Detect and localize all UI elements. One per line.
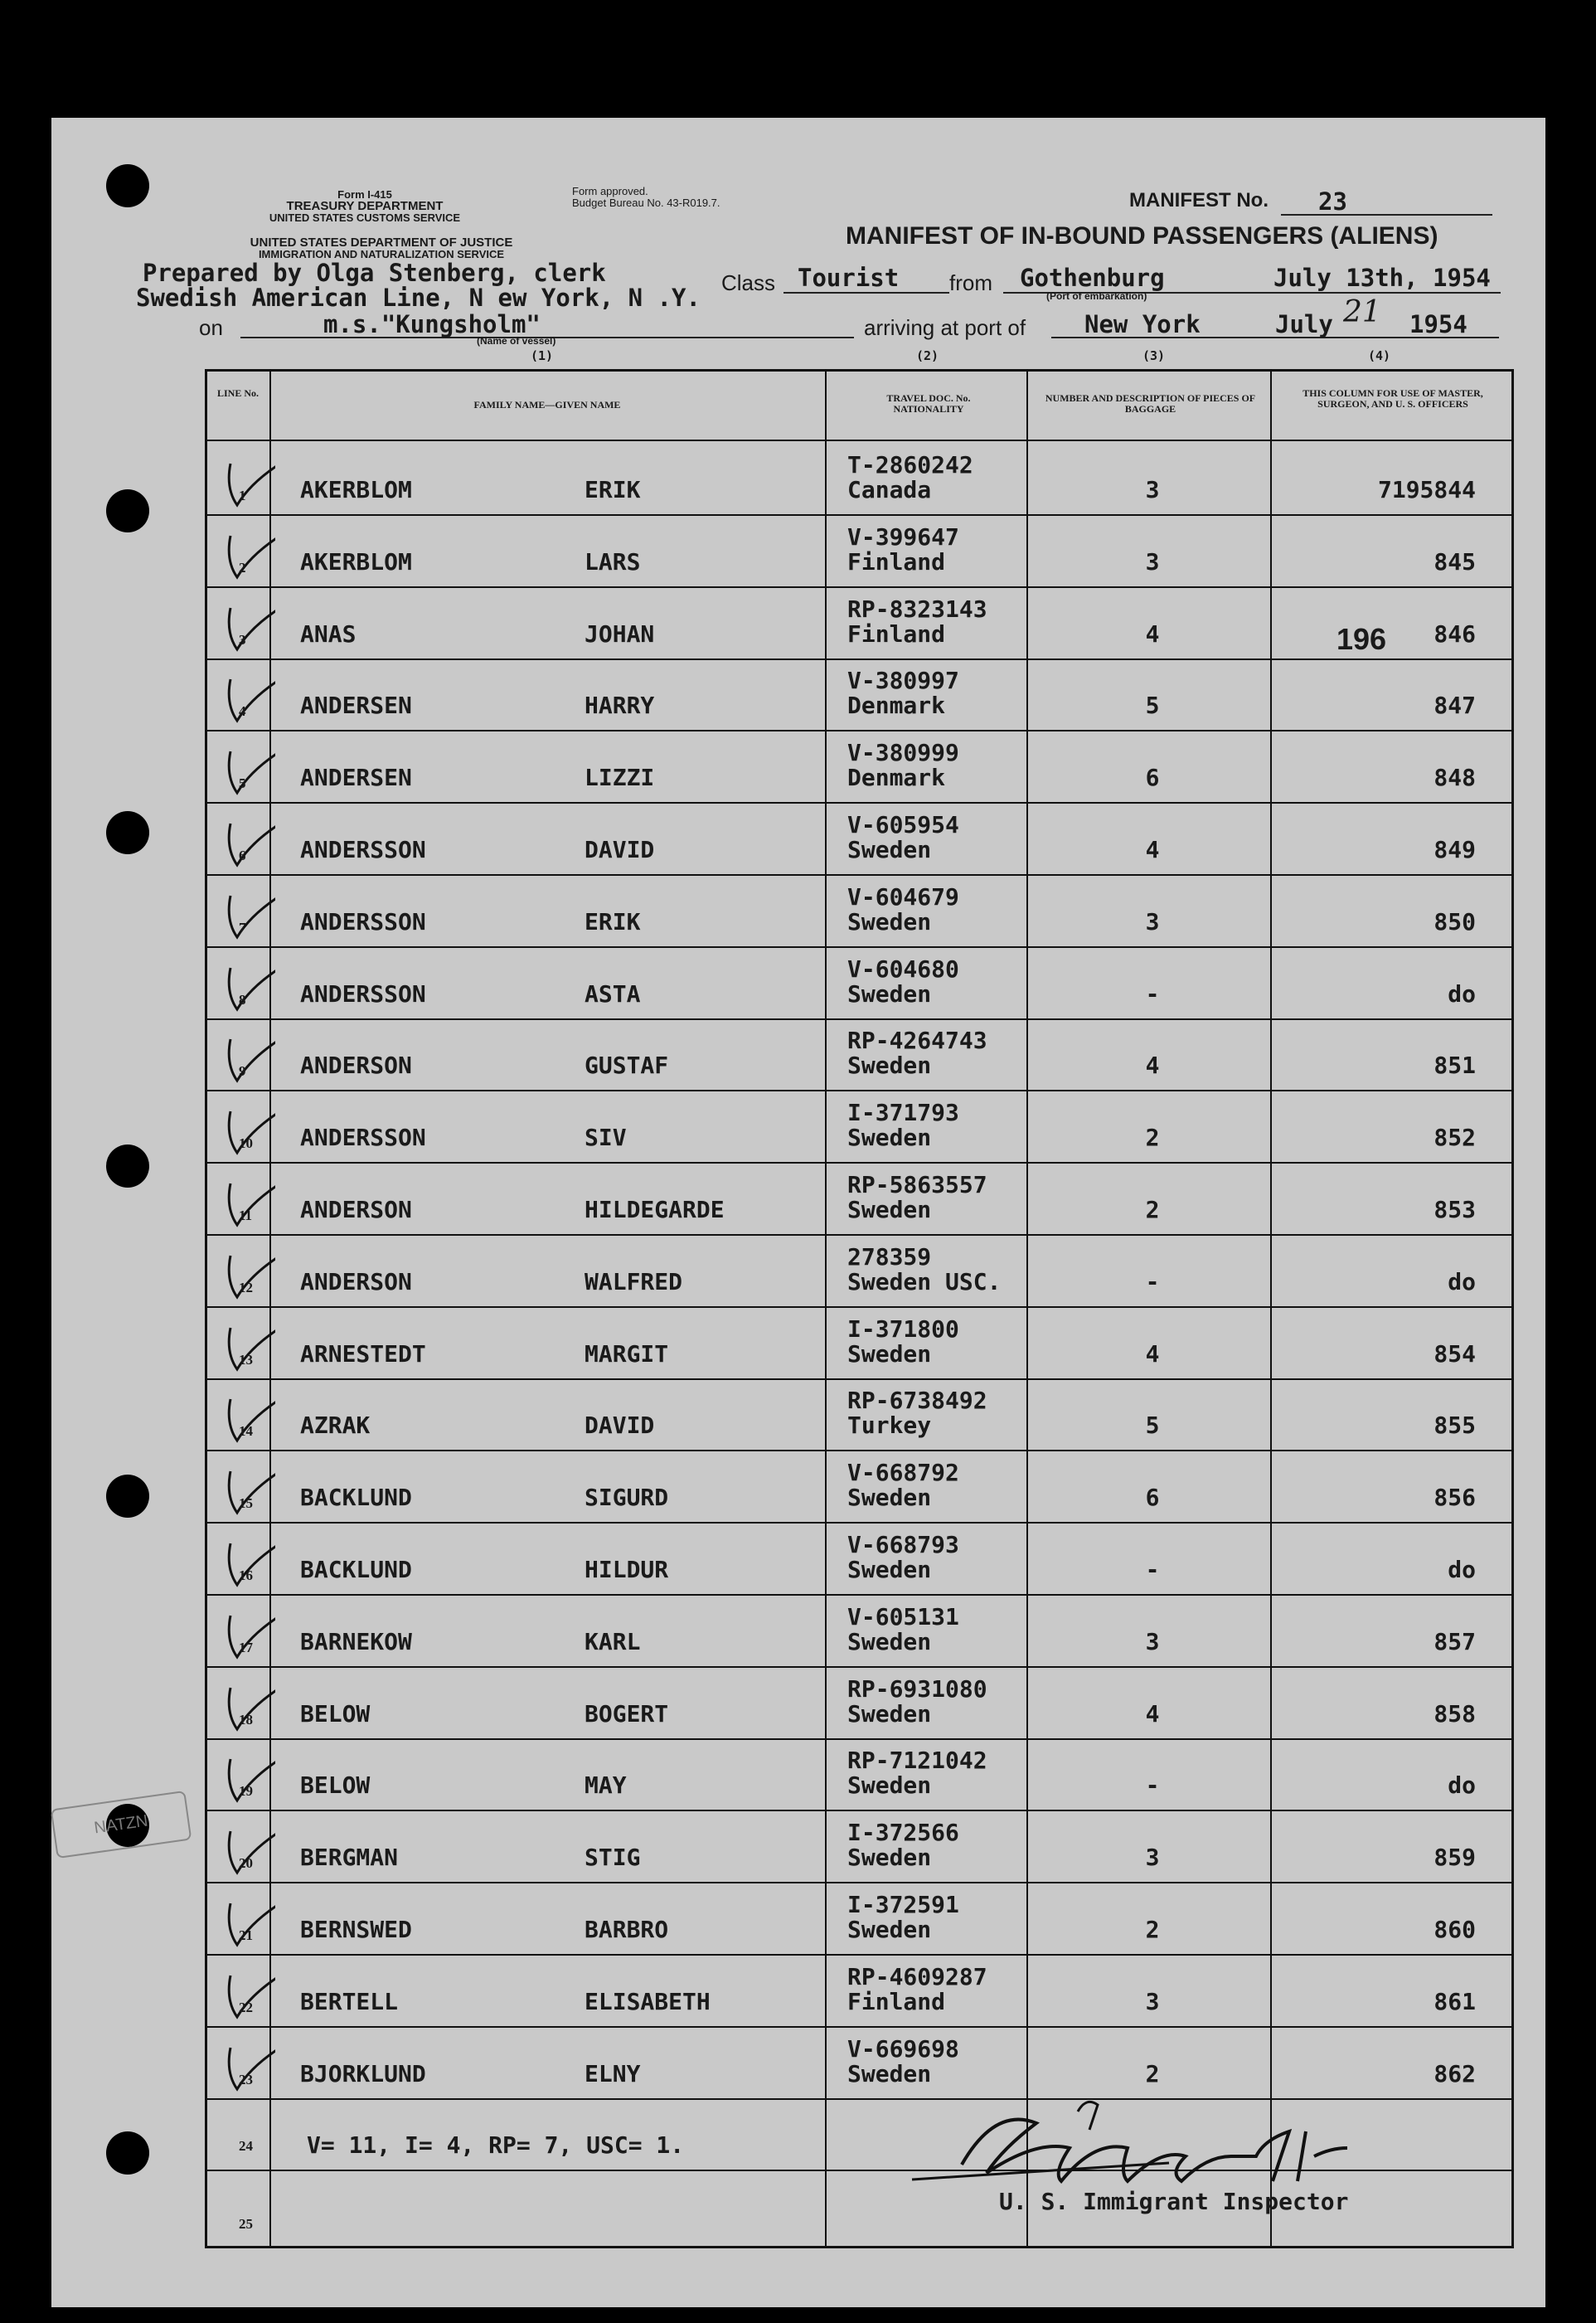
check-mark-icon (217, 807, 275, 873)
col-number-2: (2) (916, 348, 939, 363)
table-row (207, 875, 1511, 946)
family-name: BACKLUND (300, 1484, 412, 1512)
officer-entry: 847 (1433, 692, 1476, 720)
table-row (207, 1018, 1511, 1090)
officer-entry: do (1448, 1267, 1476, 1295)
nationality: Canada (847, 476, 932, 503)
travel-doc-number: I-372566 (847, 1819, 959, 1847)
inspector-label: U. S. Immigrant Inspector (999, 2188, 1349, 2215)
manifest-number: 23 (1318, 187, 1347, 216)
travel-doc-number: I-371793 (847, 1099, 959, 1127)
line-number: 10 (239, 1135, 253, 1152)
given-name: DAVID (585, 1412, 655, 1440)
baggage-count: 6 (1145, 764, 1160, 792)
baggage-count: 2 (1145, 2059, 1160, 2087)
departure-date: July 13th, 1954 (1273, 264, 1491, 292)
passenger-table (205, 369, 1514, 2248)
line-number: 18 (239, 1711, 253, 1728)
table-row (207, 1163, 1511, 1234)
family-name: AKERBLOM (300, 476, 412, 503)
family-name: ANDERSON (300, 1267, 412, 1295)
baggage-count: 2 (1145, 1124, 1160, 1152)
travel-doc-number: RP-4264743 (847, 1027, 987, 1055)
travel-doc-number: V-605954 (847, 811, 959, 838)
line-number: 7 (239, 919, 246, 936)
baggage-count: 3 (1145, 476, 1160, 503)
embarkation-port: Gothenburg (1020, 264, 1165, 292)
nationality: Sweden (847, 1627, 932, 1655)
naturalization-stamp: NATZN (51, 1791, 192, 1859)
table-row (207, 1307, 1511, 1378)
table-row (207, 1523, 1511, 1594)
arrival-port: New York (1084, 310, 1201, 338)
officer-entry: 7195844 (1377, 476, 1476, 503)
travel-doc-number: RP-4609287 (847, 1962, 987, 1990)
baggage-count: 3 (1145, 1844, 1160, 1872)
dept-of-justice: UNITED STATES DEPARTMENT OF JUSTICE IMMIGRATION AND NATURALIZATION SERVICE (250, 236, 513, 260)
table-row (207, 803, 1511, 874)
nationality: Sweden USC. (847, 1267, 1002, 1295)
family-name: ANDERSSON (300, 907, 426, 936)
officer-entry: 858 (1433, 1699, 1476, 1728)
col-header-travel-doc: TRAVEL DOC. No. NATIONALITY (886, 392, 971, 415)
line-number: 21 (239, 1927, 253, 1943)
line-number: 13 (239, 1351, 253, 1368)
line-number: 15 (239, 1495, 253, 1512)
travel-doc-number: RP-5863557 (847, 1171, 987, 1198)
table-row (207, 1595, 1511, 1666)
nationality: Sweden (847, 1124, 932, 1152)
table-row-summary (207, 2098, 1511, 2170)
given-name: HILDUR (585, 1556, 669, 1583)
line-number: 11 (239, 1208, 253, 1223)
family-name: BELOW (300, 1771, 371, 1800)
binder-hole (106, 811, 149, 854)
class-line (783, 292, 949, 294)
line-number: 3 (239, 631, 246, 648)
officer-entry: 851 (1433, 1052, 1476, 1080)
table-row (207, 1810, 1511, 1882)
travel-doc-number: 278359 (847, 1242, 932, 1271)
nationality: Sweden (847, 907, 932, 936)
family-name: ANDERSEN (300, 764, 412, 792)
nationality: Finland (847, 547, 946, 576)
given-name: BOGERT (585, 1699, 669, 1728)
check-mark-icon (217, 591, 275, 658)
baggage-count: 4 (1145, 1699, 1160, 1728)
travel-doc-number: I-371800 (847, 1315, 959, 1343)
nationality: Sweden (847, 836, 932, 863)
table-row (207, 1378, 1511, 1450)
baggage-count: 6 (1145, 1484, 1160, 1512)
family-name: ARNESTEDT (300, 1339, 426, 1368)
baggage-count: - (1145, 1771, 1160, 1800)
family-name: ANDERSON (300, 1196, 412, 1223)
nationality: Finland (847, 620, 946, 648)
travel-doc-number: V-380997 (847, 667, 959, 695)
travel-doc-number: V-668793 (847, 1531, 959, 1558)
baggage-count: - (1145, 1556, 1160, 1583)
table-row (207, 443, 1511, 514)
nationality: Sweden (847, 1844, 932, 1872)
given-name: HILDEGARDE (585, 1196, 725, 1223)
binder-hole (106, 1475, 149, 1518)
baggage-count: 3 (1145, 1987, 1160, 2015)
check-mark-icon (217, 951, 275, 1018)
check-mark-icon (217, 735, 275, 801)
travel-doc-number: V-604680 (847, 955, 959, 983)
nationality: Sweden (847, 1339, 932, 1368)
line-number: 23 (239, 2071, 253, 2087)
table-row (207, 2027, 1511, 2098)
officer-entry: 850 (1433, 907, 1476, 936)
nationality: Denmark (847, 764, 946, 792)
check-mark-icon (217, 1023, 275, 1089)
family-name: ANAS (300, 620, 357, 648)
family-name: ANDERSSON (300, 979, 426, 1008)
col-number-4: (4) (1368, 348, 1391, 363)
officer-entry: 852 (1433, 1124, 1476, 1152)
check-mark-icon (217, 663, 275, 729)
table-row (207, 731, 1511, 802)
family-name: AZRAK (300, 1412, 371, 1440)
baggage-count: 3 (1145, 1627, 1160, 1655)
given-name: GUSTAF (585, 1052, 669, 1080)
given-name: ERIK (585, 476, 641, 503)
family-name: BERNSWED (300, 1916, 412, 1943)
arrival-day: 21 (1343, 295, 1381, 329)
row-3-note: 196 (1336, 622, 1387, 656)
vessel-caption: (Name of vessel) (477, 335, 556, 347)
officer-entry: 849 (1433, 836, 1476, 863)
class-value: Tourist (798, 264, 900, 292)
baggage-count: - (1145, 1267, 1160, 1295)
line-number: 14 (239, 1423, 253, 1440)
family-name: ANDERSON (300, 1052, 412, 1080)
baggage-count: 5 (1145, 692, 1160, 720)
given-name: MAY (585, 1771, 627, 1800)
officer-entry: 862 (1433, 2059, 1476, 2087)
officer-entry: do (1448, 1771, 1476, 1800)
officer-entry: do (1448, 1556, 1476, 1583)
col-header-line-no: LINE No. (216, 387, 259, 399)
nationality: Sweden (847, 1916, 932, 1943)
budget-approval: Form approved. Budget Bureau No. 43-R019.7. (572, 185, 720, 209)
family-name: ANDERSSON (300, 836, 426, 863)
line-number: 5 (239, 775, 246, 792)
check-mark-icon (217, 519, 275, 586)
nationality: Finland (847, 1987, 946, 2015)
family-name: ANDERSEN (300, 692, 412, 720)
travel-doc-number: T-2860242 (847, 451, 973, 479)
shipping-line: Swedish American Line, N ew York, N .Y. (136, 284, 701, 312)
officer-entry: 857 (1433, 1627, 1476, 1655)
nationality: Sweden (847, 1484, 932, 1512)
col-header-name: FAMILY NAME—GIVEN NAME (473, 399, 621, 411)
officer-entry: 859 (1433, 1844, 1476, 1872)
given-name: WALFRED (585, 1267, 683, 1295)
line-number: 9 (239, 1063, 246, 1080)
baggage-count: 4 (1145, 620, 1160, 648)
line-number: 24 (239, 2138, 253, 2154)
nationality: Sweden (847, 1052, 932, 1080)
table-row-inspector (207, 2170, 1511, 2246)
given-name: DAVID (585, 836, 655, 863)
officer-entry: 848 (1433, 764, 1476, 792)
line-number: 1 (239, 488, 246, 503)
table-row (207, 1235, 1511, 1306)
header-rule (207, 440, 1511, 441)
baggage-count: - (1145, 979, 1160, 1008)
officer-entry: 856 (1433, 1484, 1476, 1512)
given-name: JOHAN (585, 620, 655, 648)
baggage-count: 4 (1145, 1339, 1160, 1368)
col-header-baggage: NUMBER AND DESCRIPTION OF PIECES OF BAGGAGE (1045, 392, 1256, 415)
travel-doc-number: V-604679 (847, 882, 959, 911)
officer-entry: 861 (1433, 1987, 1476, 2015)
nationality: Denmark (847, 692, 946, 720)
line-number: 12 (239, 1279, 253, 1295)
given-name: SIV (585, 1124, 627, 1152)
line-number: 6 (239, 848, 246, 863)
line-number: 2 (239, 559, 246, 576)
travel-doc-number: V-605131 (847, 1602, 959, 1630)
family-name: BARNEKOW (300, 1627, 412, 1655)
baggage-count: 2 (1145, 1196, 1160, 1223)
line-number: 25 (239, 2216, 253, 2232)
given-name: LARS (585, 547, 641, 576)
officer-entry: 855 (1433, 1412, 1476, 1440)
binder-hole (106, 2131, 149, 2175)
travel-doc-number: RP-7121042 (847, 1747, 987, 1775)
family-name: ANDERSSON (300, 1124, 426, 1152)
baggage-count: 3 (1145, 547, 1160, 576)
nationality: Sweden (847, 979, 932, 1008)
given-name: ELISABETH (585, 1987, 711, 2015)
table-row (207, 947, 1511, 1018)
baggage-count: 4 (1145, 836, 1160, 863)
table-row (207, 1883, 1511, 1954)
given-name: MARGIT (585, 1339, 669, 1368)
form-id: Form I-415 TREASURY DEPARTMENT UNITED STATES CUSTOMS SERVICE (269, 188, 461, 224)
table-row (207, 1955, 1511, 2026)
on-label: on (199, 315, 223, 340)
baggage-count: 4 (1145, 1052, 1160, 1080)
summary-counts: V= 11, I= 4, RP= 7, USC= 1. (307, 2131, 685, 2159)
family-name: BACKLUND (300, 1556, 412, 1583)
table-row (207, 1451, 1511, 1522)
family-name: BJORKLUND (300, 2059, 426, 2087)
given-name: LIZZI (585, 764, 655, 792)
given-name: ASTA (585, 979, 641, 1008)
nationality: Sweden (847, 1556, 932, 1583)
line-number: 22 (239, 1999, 253, 2015)
arrival-month: July (1275, 310, 1333, 338)
travel-doc-number: RP-8323143 (847, 595, 987, 623)
row-rule (207, 2170, 1511, 2171)
arrival-year: 1954 (1409, 310, 1467, 338)
table-row (207, 1667, 1511, 1738)
officer-entry: 846 (1433, 620, 1476, 648)
baggage-count: 3 (1145, 907, 1160, 936)
table-row (207, 659, 1511, 730)
col-header-officers: THIS COLUMN FOR USE OF MASTER, SURGEON, AND U. S. OFFICERS (1303, 387, 1483, 410)
page-title: MANIFEST OF IN-BOUND PASSENGERS (ALIENS) (846, 222, 1438, 250)
nationality: Sweden (847, 1771, 932, 1800)
vessel-name: m.s."Kungsholm" (323, 310, 541, 338)
col-number-1: (1) (531, 348, 554, 363)
given-name: SIGURD (585, 1484, 669, 1512)
table-row (207, 515, 1511, 586)
binder-hole (106, 489, 149, 532)
row-rule (207, 2098, 1511, 2100)
manifest-number-label: MANIFEST No. (1129, 189, 1269, 211)
officer-entry: 853 (1433, 1196, 1476, 1223)
nationality: Turkey (847, 1412, 932, 1440)
port-caption: (Port of embarkation) (1046, 290, 1147, 302)
col-number-3: (3) (1142, 348, 1166, 363)
line-number: 16 (239, 1567, 253, 1583)
line-number: 8 (239, 991, 246, 1008)
family-name: BELOW (300, 1699, 371, 1728)
baggage-count: 2 (1145, 1916, 1160, 1943)
from-label: from (949, 270, 992, 295)
family-name: BERTELL (300, 1987, 399, 2015)
family-name: AKERBLOM (300, 547, 412, 576)
table-row (207, 587, 1511, 659)
travel-doc-number: V-399647 (847, 522, 959, 551)
binder-hole (106, 164, 149, 207)
baggage-count: 5 (1145, 1412, 1160, 1440)
table-row (207, 1091, 1511, 1162)
line-number: 20 (239, 1855, 253, 1872)
given-name: KARL (585, 1627, 641, 1655)
arriving-label: arriving at port of (864, 315, 1026, 340)
given-name: HARRY (585, 692, 655, 720)
check-mark-icon (217, 879, 275, 945)
travel-doc-number: V-668792 (847, 1459, 959, 1487)
manifest-number-line (1281, 214, 1492, 216)
line-number: 4 (239, 703, 246, 720)
officer-entry: 854 (1433, 1339, 1476, 1368)
line-number: 19 (239, 1783, 253, 1800)
nationality: Sweden (847, 1699, 932, 1728)
officer-entry: 860 (1433, 1916, 1476, 1943)
check-mark-icon (217, 447, 275, 513)
travel-doc-number: V-380999 (847, 739, 959, 767)
officer-entry: 845 (1433, 547, 1476, 576)
family-name: BERGMAN (300, 1844, 399, 1872)
travel-doc-number: RP-6931080 (847, 1674, 987, 1703)
nationality: Sweden (847, 1196, 932, 1223)
travel-doc-number: RP-6738492 (847, 1387, 987, 1415)
prepared-by: Prepared by Olga Stenberg, clerk (143, 259, 606, 287)
given-name: ERIK (585, 907, 641, 936)
nationality: Sweden (847, 2059, 932, 2087)
officer-entry: do (1448, 979, 1476, 1008)
given-name: ELNY (585, 2059, 641, 2087)
given-name: BARBRO (585, 1916, 669, 1943)
line-number: 17 (239, 1639, 253, 1655)
given-name: STIG (585, 1844, 641, 1872)
class-label: Class (721, 270, 776, 295)
travel-doc-number: V-669698 (847, 2034, 959, 2063)
binder-hole (106, 1144, 149, 1188)
travel-doc-number: I-372591 (847, 1891, 959, 1918)
table-row (207, 1738, 1511, 1810)
